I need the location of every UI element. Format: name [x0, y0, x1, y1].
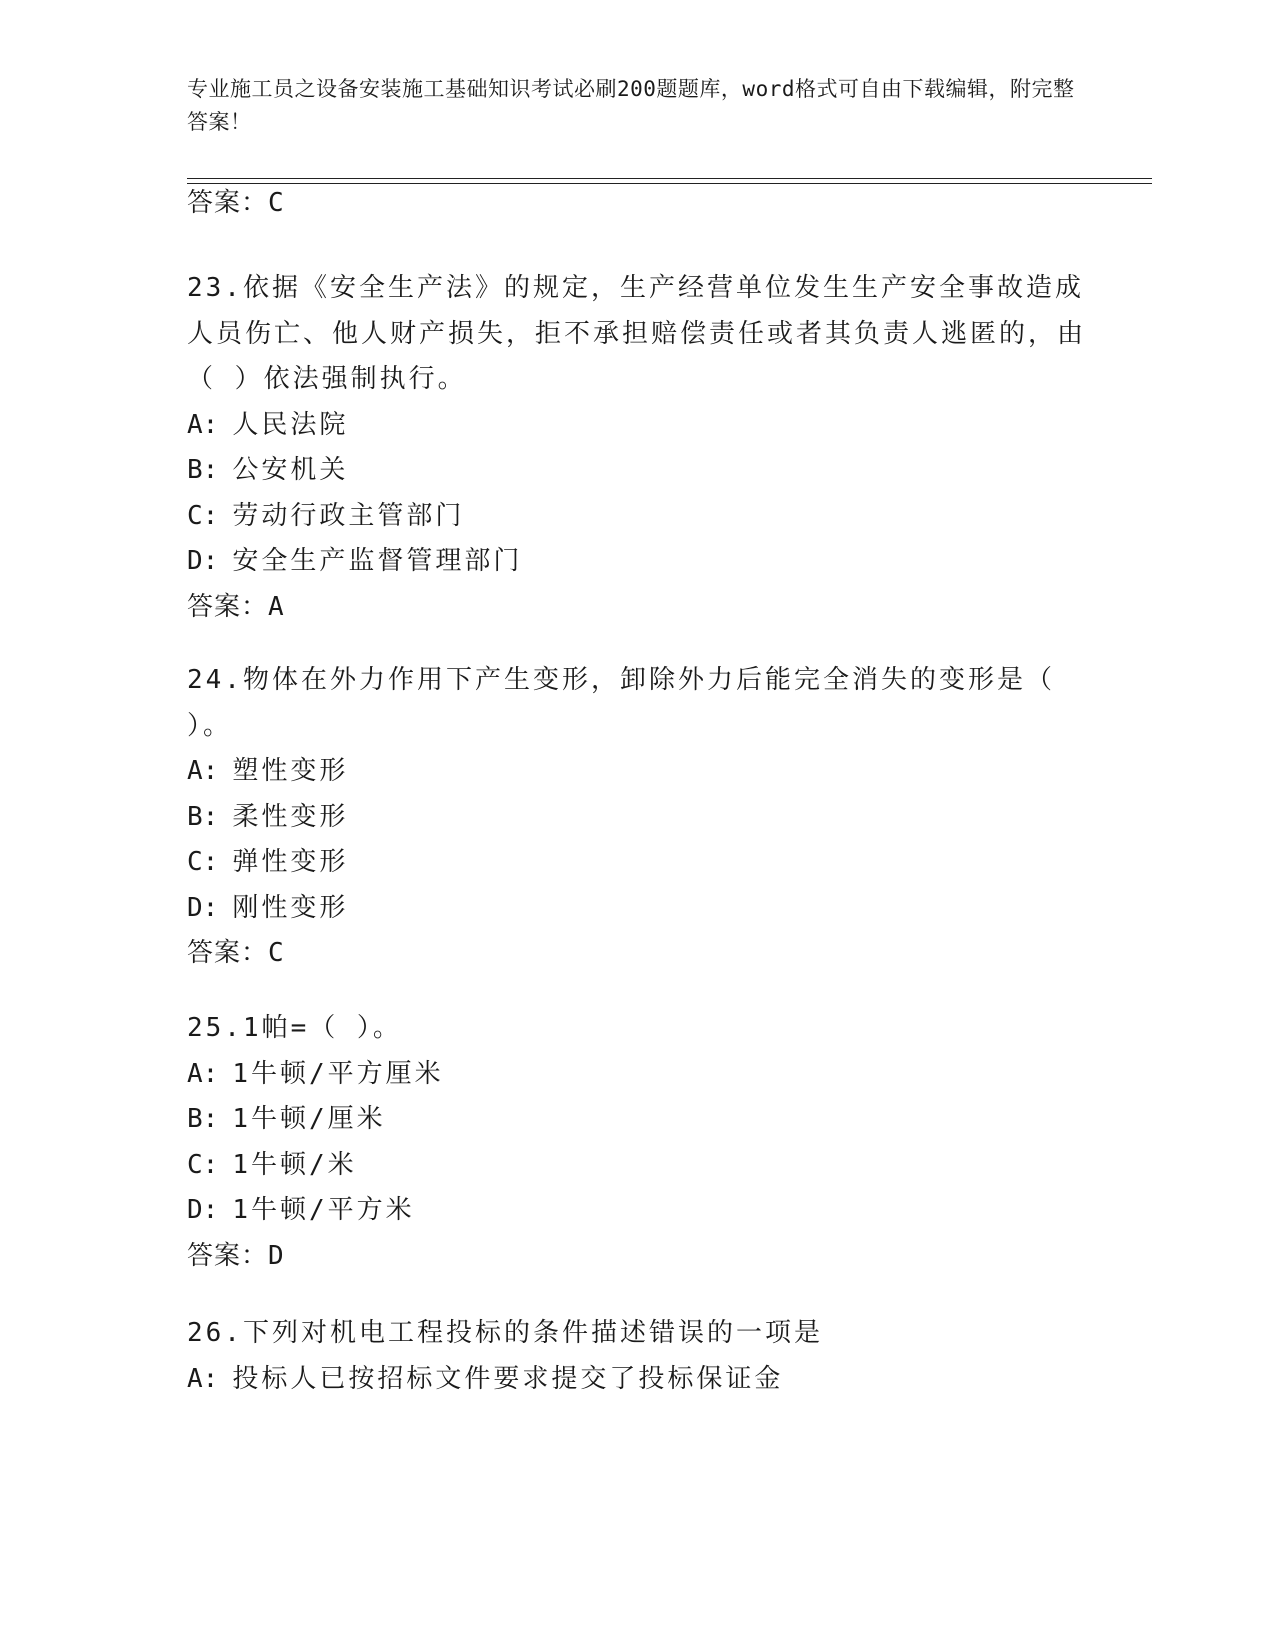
answer-label: 答案：: [187, 188, 269, 218]
option-text: 投标人已按招标文件要求提交了投标保证金: [232, 1363, 784, 1394]
option-text: 1牛顿/平方米: [232, 1195, 415, 1225]
answer-label: 答案：: [187, 1240, 269, 1271]
option-label: A:: [187, 409, 219, 440]
question-26: [187, 1311, 1087, 1402]
option-text: 刚性变形: [232, 892, 349, 923]
option-label: D:: [187, 1195, 219, 1225]
option-label: D:: [187, 892, 219, 923]
option-text: 1牛顿/厘米: [232, 1104, 386, 1134]
question-answer: [187, 585, 1087, 631]
option-text: 人民法院: [232, 409, 349, 440]
option-label: A:: [187, 1363, 219, 1394]
question-stem: 23.依据《安全生产法》的规定，生产经营单位发生生产安全事故造成人员伤亡、他人财产损失，拒不承担赔偿责任或者其负责人逃匿的，由（ ）依法强制执行。: [187, 273, 1087, 394]
option-text: 塑性变形: [232, 756, 349, 786]
option-label: B:: [187, 455, 219, 485]
option-label: C:: [187, 500, 219, 531]
question-stem: 24.物体在外力作用下产生变形，卸除外力后能完全消失的变形是（ ）。: [187, 665, 1055, 741]
question-23: [187, 266, 1087, 630]
option-c: [187, 494, 1087, 540]
question-answer: [187, 931, 1087, 977]
option-a: [187, 1052, 1087, 1098]
question-24: [187, 658, 1087, 977]
question-stem: 26.下列对机电工程投标的条件描述错误的一项是: [187, 1318, 823, 1348]
header-divider: [187, 178, 1152, 184]
option-b: [187, 1097, 1087, 1143]
question-stem: 25.1帕=（ ）。: [187, 1013, 402, 1043]
option-text: 1牛顿/米: [232, 1149, 357, 1180]
option-text: 劳动行政主管部门: [232, 500, 465, 531]
option-b: [187, 448, 1087, 494]
option-label: C:: [187, 847, 219, 877]
answer-value: C: [268, 938, 285, 968]
option-a: [187, 403, 1087, 449]
option-c: [187, 840, 1087, 886]
option-label: D:: [187, 546, 219, 576]
option-d: [187, 539, 1087, 585]
answer-value: A: [268, 591, 285, 622]
option-c: [187, 1143, 1087, 1189]
document-header: 专业施工员之设备安装施工基础知识考试必刷200题题库，word格式可自由下载编辑，附完整答案！: [187, 77, 1075, 134]
question-answer: [187, 1234, 1087, 1280]
option-text: 弹性变形: [232, 847, 349, 877]
option-label: A:: [187, 756, 219, 786]
previous-answer: [187, 186, 285, 220]
option-d: [187, 886, 1087, 932]
option-text: 1牛顿/平方厘米: [232, 1058, 444, 1089]
option-d: [187, 1188, 1087, 1234]
answer-label: 答案：: [187, 938, 269, 968]
option-text: 安全生产监督管理部门: [232, 546, 523, 576]
option-label: C:: [187, 1149, 219, 1180]
option-label: B:: [187, 801, 219, 832]
option-a: [187, 749, 1087, 795]
option-label: A:: [187, 1058, 219, 1089]
question-25: [187, 1006, 1087, 1279]
option-text: 公安机关: [232, 455, 349, 485]
option-b: [187, 795, 1087, 841]
option-label: B:: [187, 1104, 219, 1134]
answer-value: C: [268, 188, 285, 218]
answer-label: 答案：: [187, 591, 269, 622]
answer-value: D: [268, 1240, 285, 1271]
option-a: [187, 1357, 1087, 1403]
option-text: 柔性变形: [232, 801, 349, 832]
